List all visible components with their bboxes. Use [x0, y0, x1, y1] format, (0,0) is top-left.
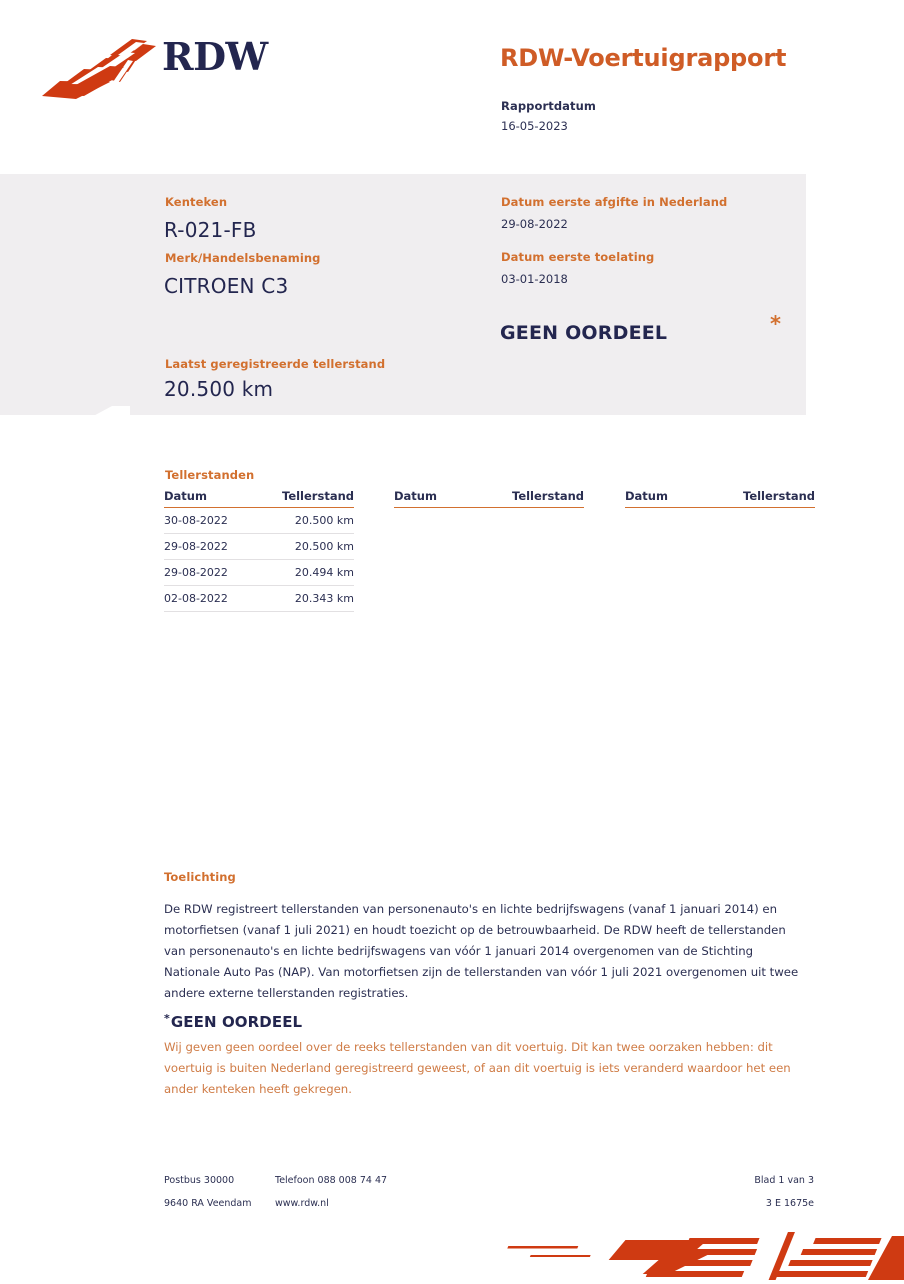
- footer-page-number: Blad 1 van 3: [754, 1175, 814, 1186]
- tellerstanden-table-1-body: [164, 508, 354, 612]
- row-value: 20.494 km: [253, 560, 354, 586]
- row-date: 29-08-2022: [164, 534, 253, 560]
- row-value: 20.343 km: [253, 586, 354, 612]
- eerste-toelating-value: 03-01-2018: [501, 272, 568, 286]
- geen-oordeel-body: Wij geven geen oordeel over de reeks tellerstanden van dit voertuig. Dit kan twee oorzaken hebben: dit voertuig is buiten Nederland geregistreerd geweest, of aan dit voertuig is iets veranderd waardoor het een ander kenteken heeft gekregen.: [164, 1040, 791, 1096]
- toelichting-body: De RDW registreert tellerstanden van personenauto's en lichte bedrijfswagens (vanaf 1 januari 2014) en motorfietsen (vanaf 1 juli 2021) en houdt toezicht op de betrouwbaarheid. De RDW heeft de tellerstanden van personenauto's en lichte bedrijfswagens van vóór 1 januari 2014 overgenomen van de Stichting Nationale Auto Pas (NAP). Van motorfietsen zijn de tellerstanden van vóór 1 juli 2021 overgenomen uit twee andere externe tellerstanden registraties.: [164, 902, 799, 1000]
- table-header-row: [164, 489, 354, 508]
- row-date: 29-08-2022: [164, 560, 253, 586]
- rdw-stripes-graphic: [500, 1222, 904, 1280]
- eerste-toelating-label: Datum eerste toelating: [501, 250, 655, 264]
- table-row: [164, 586, 354, 612]
- table-row: [164, 508, 354, 534]
- table-header-row: [625, 489, 815, 508]
- tellerstanden-table-1: [164, 489, 354, 612]
- footer-website: www.rdw.nl: [275, 1198, 329, 1209]
- column-header-datum: Datum: [394, 489, 465, 508]
- table-row: [164, 534, 354, 560]
- tellerstanden-table-2: [394, 489, 584, 508]
- footer-postbus: Postbus 30000: [164, 1175, 235, 1186]
- column-header-tellerstand: Tellerstand: [253, 489, 354, 508]
- table-row: [164, 560, 354, 586]
- footer-city: 9640 RA Veendam: [164, 1198, 252, 1209]
- toelichting-heading: Toelichting: [164, 870, 236, 884]
- table-header-row: [394, 489, 584, 508]
- eerste-afgifte-label: Datum eerste afgifte in Nederland: [501, 195, 728, 209]
- kenteken-value: R-021-FB: [164, 218, 257, 242]
- asterisk-icon: *: [770, 312, 781, 336]
- merk-label: Merk/Handelsbenaming: [165, 251, 321, 265]
- column-header-datum: Datum: [164, 489, 253, 508]
- laatste-tellerstand-value: 20.500 km: [164, 377, 274, 401]
- tellerstanden-heading: Tellerstanden: [165, 468, 255, 482]
- row-date: 30-08-2022: [164, 508, 253, 534]
- report-date-label: Rapportdatum: [501, 99, 597, 113]
- column-header-tellerstand: Tellerstand: [465, 489, 584, 508]
- merk-value: CITROEN C3: [164, 274, 289, 298]
- eerste-afgifte-value: 29-08-2022: [501, 217, 568, 231]
- column-header-tellerstand: Tellerstand: [696, 489, 815, 508]
- tellerstanden-table-3: [625, 489, 815, 508]
- asterisk-icon: *: [164, 1012, 170, 1025]
- footer-phone: Telefoon 088 008 74 47: [275, 1175, 388, 1186]
- footer-form-code: 3 E 1675e: [765, 1198, 814, 1209]
- geen-oordeel-heading-text: GEEN OORDEEL: [170, 1013, 303, 1031]
- page-header: [0, 0, 904, 166]
- kenteken-label: Kenteken: [165, 195, 228, 209]
- rdw-feather-icon: [40, 36, 158, 102]
- row-value: 20.500 km: [253, 534, 354, 560]
- report-date-value: 16-05-2023: [501, 119, 568, 133]
- laatste-tellerstand-label: Laatst geregistreerde tellerstand: [165, 357, 386, 371]
- page-title: RDW-Voertuigrapport: [500, 44, 787, 72]
- rdw-wordmark: RDW: [162, 34, 268, 79]
- vehicle-summary-panel: [0, 174, 806, 415]
- row-date: 02-08-2022: [164, 586, 253, 612]
- row-value: 20.500 km: [253, 508, 354, 534]
- geen-oordeel-heading: [164, 1012, 302, 1031]
- status-badge: GEEN OORDEEL: [500, 322, 668, 344]
- column-header-datum: Datum: [625, 489, 696, 508]
- rdw-logo: [40, 32, 300, 104]
